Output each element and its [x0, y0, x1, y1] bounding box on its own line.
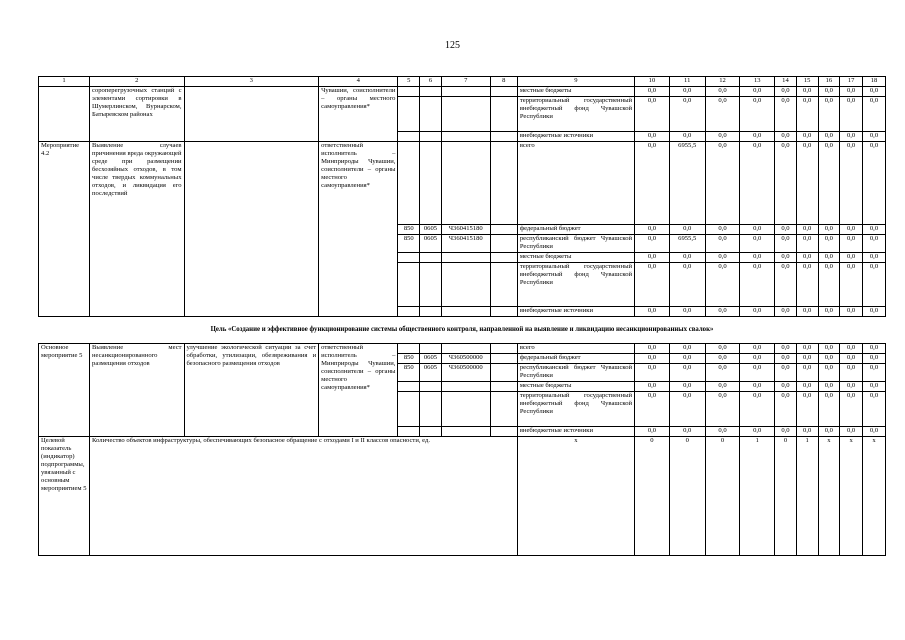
cell-section: [420, 97, 442, 132]
year-value: 0,0: [635, 344, 670, 354]
year-value: 0,0: [818, 97, 840, 132]
cell-expense-group: [490, 392, 517, 427]
table-row: [39, 142, 886, 225]
cell-section: [420, 382, 442, 392]
indicator-source: x: [517, 437, 634, 556]
year-value: 0,0: [635, 87, 670, 97]
col-number: 10: [635, 77, 670, 87]
indicator-value: x: [863, 437, 886, 556]
year-value: 0,0: [740, 307, 775, 317]
year-value: 6955,5: [669, 235, 705, 253]
year-value: 0,0: [840, 87, 863, 97]
funding-source: федеральный бюджет: [517, 354, 634, 364]
col-number: 8: [490, 77, 517, 87]
year-value: 0,0: [796, 225, 818, 235]
table-row: [39, 87, 886, 97]
executor-cell: ответственный исполнитель – Минприроды Чувашии, соисполнители – органы местного самоуправления*: [319, 142, 398, 317]
year-value: 0,0: [705, 263, 740, 307]
year-value: 0,0: [740, 97, 775, 132]
cell-target-article: [441, 97, 490, 132]
year-value: 0,0: [705, 132, 740, 142]
year-value: 0,0: [705, 392, 740, 427]
year-value: 0,0: [669, 225, 705, 235]
year-value: 0,0: [775, 87, 797, 97]
year-value: 0,0: [840, 253, 863, 263]
indicator-description: Количество объектов инфраструктуры, обеспечивающих безопасное обращение с отходами I и II классов опасности, ед.: [90, 437, 518, 556]
year-value: 0,0: [863, 87, 886, 97]
year-value: 0,0: [635, 97, 670, 132]
year-value: 0,0: [818, 142, 840, 225]
column-number-row: [39, 77, 886, 87]
funding-source: всего: [517, 142, 634, 225]
table-row: [39, 344, 886, 354]
cell-target-article: [441, 382, 490, 392]
funding-source: республиканский бюджет Чувашской Республики: [517, 235, 634, 253]
year-value: 0,0: [863, 382, 886, 392]
year-value: 0,0: [818, 392, 840, 427]
cell-grbs: [398, 87, 420, 97]
indicator-value: 0: [669, 437, 705, 556]
cell-expense-group: [490, 87, 517, 97]
cell-grbs: [398, 97, 420, 132]
year-value: 0,0: [796, 427, 818, 437]
cell-section: [420, 263, 442, 307]
indicator-value: 0: [775, 437, 797, 556]
cell-section: 0605: [420, 225, 442, 235]
year-value: 0,0: [863, 427, 886, 437]
cell-expense-group: [490, 364, 517, 382]
year-value: 0,0: [635, 263, 670, 307]
table-body: [39, 77, 886, 556]
indicator-label: Целевой показатель (индикатор) подпрограммы, увязанный с основным мероприятием 5: [39, 437, 90, 556]
year-value: 0,0: [840, 392, 863, 427]
year-value: 0,0: [669, 307, 705, 317]
year-value: 0,0: [840, 235, 863, 253]
indicator-value: 1: [796, 437, 818, 556]
year-value: 0,0: [705, 307, 740, 317]
cell-expense-group: [490, 97, 517, 132]
cell-grbs: [398, 142, 420, 225]
cell-grbs: [398, 263, 420, 307]
executor-cell: Чувашии, соисполнители – органы местного самоуправления*: [319, 87, 398, 142]
cell-expense-group: [490, 263, 517, 307]
cell-target-article: Ч360415180: [441, 225, 490, 235]
event-number-cell: Основное мероприятие 5: [39, 344, 90, 437]
cell-expense-group: [490, 344, 517, 354]
year-value: 0,0: [775, 382, 797, 392]
cell-target-article: [441, 263, 490, 307]
funding-source: территориальный государственный внебюджетный фонд Чувашской Республики: [517, 97, 634, 132]
funding-source: федеральный бюджет: [517, 225, 634, 235]
cell-grbs: [398, 427, 420, 437]
year-value: 0,0: [705, 354, 740, 364]
cell-expense-group: [490, 354, 517, 364]
cell-expense-group: [490, 307, 517, 317]
cell-section: [420, 132, 442, 142]
year-value: 0,0: [740, 87, 775, 97]
year-value: 0,0: [796, 132, 818, 142]
cell-section: 0605: [420, 364, 442, 382]
year-value: 0,0: [635, 142, 670, 225]
year-value: 0,0: [840, 225, 863, 235]
year-value: 0,0: [796, 382, 818, 392]
indicator-value: 0: [635, 437, 670, 556]
year-value: 0,0: [796, 263, 818, 307]
year-value: 0,0: [840, 364, 863, 382]
year-value: 0,0: [669, 263, 705, 307]
cell-expense-group: [490, 427, 517, 437]
event-name-cell: Выявление случаев причинения вреда окружающей среде при размещении бесхозяйных отходов, в том числе твердых коммунальных отходов, и ликвидация его последствий: [90, 142, 184, 317]
cell-section: 0605: [420, 354, 442, 364]
cell-target-article: Ч360415180: [441, 235, 490, 253]
year-value: 0,0: [796, 307, 818, 317]
year-value: 0,0: [635, 253, 670, 263]
year-value: 0,0: [705, 427, 740, 437]
year-value: 0,0: [669, 97, 705, 132]
cell-grbs: [398, 382, 420, 392]
year-value: 0,0: [635, 225, 670, 235]
year-value: 0,0: [818, 225, 840, 235]
year-value: 6955,5: [669, 142, 705, 225]
cell-grbs: [398, 307, 420, 317]
year-value: 0,0: [796, 253, 818, 263]
year-value: 0,0: [740, 142, 775, 225]
year-value: 0,0: [863, 392, 886, 427]
year-value: 0,0: [635, 364, 670, 382]
cell-section: [420, 142, 442, 225]
funding-source: местные бюджеты: [517, 253, 634, 263]
cell-target-article: [441, 132, 490, 142]
year-value: 0,0: [635, 354, 670, 364]
cell-target-article: [441, 392, 490, 427]
cell-grbs: [398, 392, 420, 427]
event-number-cell: [39, 87, 90, 142]
year-value: 0,0: [635, 392, 670, 427]
funding-source: территориальный государственный внебюджетный фонд Чувашской Республики: [517, 392, 634, 427]
year-value: 0,0: [775, 142, 797, 225]
year-value: 0,0: [740, 253, 775, 263]
year-value: 0,0: [796, 344, 818, 354]
year-value: 0,0: [669, 392, 705, 427]
cell-target-article: [441, 344, 490, 354]
cell-expense-group: [490, 142, 517, 225]
year-value: 0,0: [705, 235, 740, 253]
year-value: 0,0: [863, 307, 886, 317]
year-value: 0,0: [818, 354, 840, 364]
indicator-value: x: [818, 437, 840, 556]
col-number: 4: [319, 77, 398, 87]
year-value: 0,0: [705, 344, 740, 354]
year-value: 0,0: [863, 364, 886, 382]
year-value: 0,0: [863, 253, 886, 263]
cell-target-article: [441, 307, 490, 317]
col-number: 1: [39, 77, 90, 87]
year-value: 0,0: [863, 354, 886, 364]
year-value: 0,0: [635, 235, 670, 253]
cell-expense-group: [490, 382, 517, 392]
year-value: 0,0: [775, 392, 797, 427]
year-value: 0,0: [669, 354, 705, 364]
year-value: 0,0: [775, 427, 797, 437]
year-value: 0,0: [669, 427, 705, 437]
year-value: 0,0: [840, 344, 863, 354]
year-value: 0,0: [796, 142, 818, 225]
year-value: 0,0: [818, 235, 840, 253]
year-value: 0,0: [840, 427, 863, 437]
col-number: 3: [184, 77, 319, 87]
year-value: 0,0: [775, 253, 797, 263]
year-value: 0,0: [740, 364, 775, 382]
year-value: 0,0: [705, 142, 740, 225]
year-value: 0,0: [818, 263, 840, 307]
cell-target-article: [441, 427, 490, 437]
expected-result-cell: улучшение экологической ситуации за счет обработки, утилизации, обезвреживания и безопасного размещения отходов: [184, 344, 319, 437]
year-value: 0,0: [740, 225, 775, 235]
funding-source: территориальный государственный внебюджетный фонд Чувашской Республики: [517, 263, 634, 307]
cell-target-article: Ч360500000: [441, 354, 490, 364]
cell-grbs: 850: [398, 235, 420, 253]
indicator-value: x: [840, 437, 863, 556]
year-value: 0,0: [796, 392, 818, 427]
budget-table: [38, 76, 886, 556]
year-value: 0,0: [818, 253, 840, 263]
year-value: 0,0: [705, 382, 740, 392]
cell-expense-group: [490, 253, 517, 263]
year-value: 0,0: [818, 427, 840, 437]
year-value: 0,0: [775, 132, 797, 142]
year-value: 0,0: [796, 97, 818, 132]
year-value: 0,0: [796, 354, 818, 364]
year-value: 0,0: [840, 132, 863, 142]
funding-source: внебюджетные источники: [517, 307, 634, 317]
funding-source: внебюджетные источники: [517, 427, 634, 437]
year-value: 0,0: [863, 263, 886, 307]
year-value: 0,0: [669, 364, 705, 382]
cell-section: [420, 87, 442, 97]
year-value: 0,0: [840, 142, 863, 225]
cell-target-article: Ч360500000: [441, 364, 490, 382]
year-value: 0,0: [840, 307, 863, 317]
year-value: 0,0: [775, 364, 797, 382]
funding-source: республиканский бюджет Чувашской Республики: [517, 364, 634, 382]
year-value: 0,0: [740, 263, 775, 307]
year-value: 0,0: [775, 307, 797, 317]
year-value: 0,0: [818, 307, 840, 317]
year-value: 0,0: [740, 235, 775, 253]
funding-source: местные бюджеты: [517, 382, 634, 392]
event-number-cell: Мероприятие 4.2: [39, 142, 90, 317]
year-value: 0,0: [863, 142, 886, 225]
year-value: 0,0: [840, 97, 863, 132]
year-value: 0,0: [775, 225, 797, 235]
year-value: 0,0: [669, 253, 705, 263]
cell-section: [420, 253, 442, 263]
cell-target-article: [441, 253, 490, 263]
col-number: 6: [420, 77, 442, 87]
col-number: 18: [863, 77, 886, 87]
funding-source: местные бюджеты: [517, 87, 634, 97]
col-number: 9: [517, 77, 634, 87]
year-value: 0,0: [669, 382, 705, 392]
year-value: 0,0: [863, 344, 886, 354]
year-value: 0,0: [775, 263, 797, 307]
goal-row: [39, 317, 886, 344]
col-number: 16: [818, 77, 840, 87]
cell-grbs: 850: [398, 225, 420, 235]
cell-target-article: [441, 142, 490, 225]
col-number: 2: [90, 77, 184, 87]
year-value: 0,0: [635, 307, 670, 317]
year-value: 0,0: [863, 132, 886, 142]
indicator-value: 1: [740, 437, 775, 556]
year-value: 0,0: [705, 97, 740, 132]
cell-section: [420, 307, 442, 317]
year-value: 0,0: [796, 364, 818, 382]
year-value: 0,0: [775, 344, 797, 354]
funding-source: внебюджетные источники: [517, 132, 634, 142]
year-value: 0,0: [740, 382, 775, 392]
year-value: 0,0: [840, 382, 863, 392]
year-value: 0,0: [740, 427, 775, 437]
year-value: 0,0: [818, 87, 840, 97]
goal-heading: Цель «Создание и эффективное функционирование системы общественного контроля, направленной на выявление и ликвидацию несанкционированных свалок»: [39, 317, 886, 344]
cell-target-article: [441, 87, 490, 97]
year-value: 0,0: [635, 382, 670, 392]
year-value: 0,0: [669, 344, 705, 354]
year-value: 0,0: [669, 87, 705, 97]
col-number: 12: [705, 77, 740, 87]
year-value: 0,0: [863, 225, 886, 235]
expected-result-cell: [184, 87, 319, 142]
year-value: 0,0: [863, 97, 886, 132]
col-number: 15: [796, 77, 818, 87]
cell-section: [420, 392, 442, 427]
col-number: 14: [775, 77, 797, 87]
col-number: 7: [441, 77, 490, 87]
indicator-row: [39, 437, 886, 556]
year-value: 0,0: [705, 364, 740, 382]
year-value: 0,0: [635, 427, 670, 437]
year-value: 0,0: [740, 344, 775, 354]
year-value: 0,0: [775, 354, 797, 364]
year-value: 0,0: [863, 235, 886, 253]
event-name-cell: Выявление мест несанкционированного размещения отходов: [90, 344, 184, 437]
indicator-value: 0: [705, 437, 740, 556]
cell-grbs: [398, 253, 420, 263]
cell-grbs: 850: [398, 364, 420, 382]
cell-section: [420, 344, 442, 354]
cell-section: [420, 427, 442, 437]
year-value: 0,0: [740, 392, 775, 427]
year-value: 0,0: [705, 253, 740, 263]
executor-cell: ответственный исполнитель – Минприроды Чувашии, соисполнители – органы местного самоуправления*: [319, 344, 398, 437]
col-number: 13: [740, 77, 775, 87]
year-value: 0,0: [635, 132, 670, 142]
year-value: 0,0: [796, 87, 818, 97]
cell-section: 0605: [420, 235, 442, 253]
cell-expense-group: [490, 235, 517, 253]
funding-source: всего: [517, 344, 634, 354]
year-value: 0,0: [705, 225, 740, 235]
year-value: 0,0: [818, 132, 840, 142]
year-value: 0,0: [818, 382, 840, 392]
cell-grbs: 850: [398, 354, 420, 364]
col-number: 17: [840, 77, 863, 87]
cell-expense-group: [490, 132, 517, 142]
year-value: 0,0: [818, 364, 840, 382]
year-value: 0,0: [669, 132, 705, 142]
year-value: 0,0: [818, 344, 840, 354]
cell-grbs: [398, 344, 420, 354]
event-name-cell: сороперегрузочных станций с элементами сортировки в Шумерлинском, Вурнарском, Батыревском районах: [90, 87, 184, 142]
year-value: 0,0: [740, 354, 775, 364]
year-value: 0,0: [840, 354, 863, 364]
page-number: 125: [445, 40, 460, 51]
year-value: 0,0: [796, 235, 818, 253]
col-number: 11: [669, 77, 705, 87]
year-value: 0,0: [840, 263, 863, 307]
year-value: 0,0: [705, 87, 740, 97]
cell-grbs: [398, 132, 420, 142]
expected-result-cell: [184, 142, 319, 317]
cell-expense-group: [490, 225, 517, 235]
col-number: 5: [398, 77, 420, 87]
year-value: 0,0: [740, 132, 775, 142]
year-value: 0,0: [775, 235, 797, 253]
year-value: 0,0: [775, 97, 797, 132]
